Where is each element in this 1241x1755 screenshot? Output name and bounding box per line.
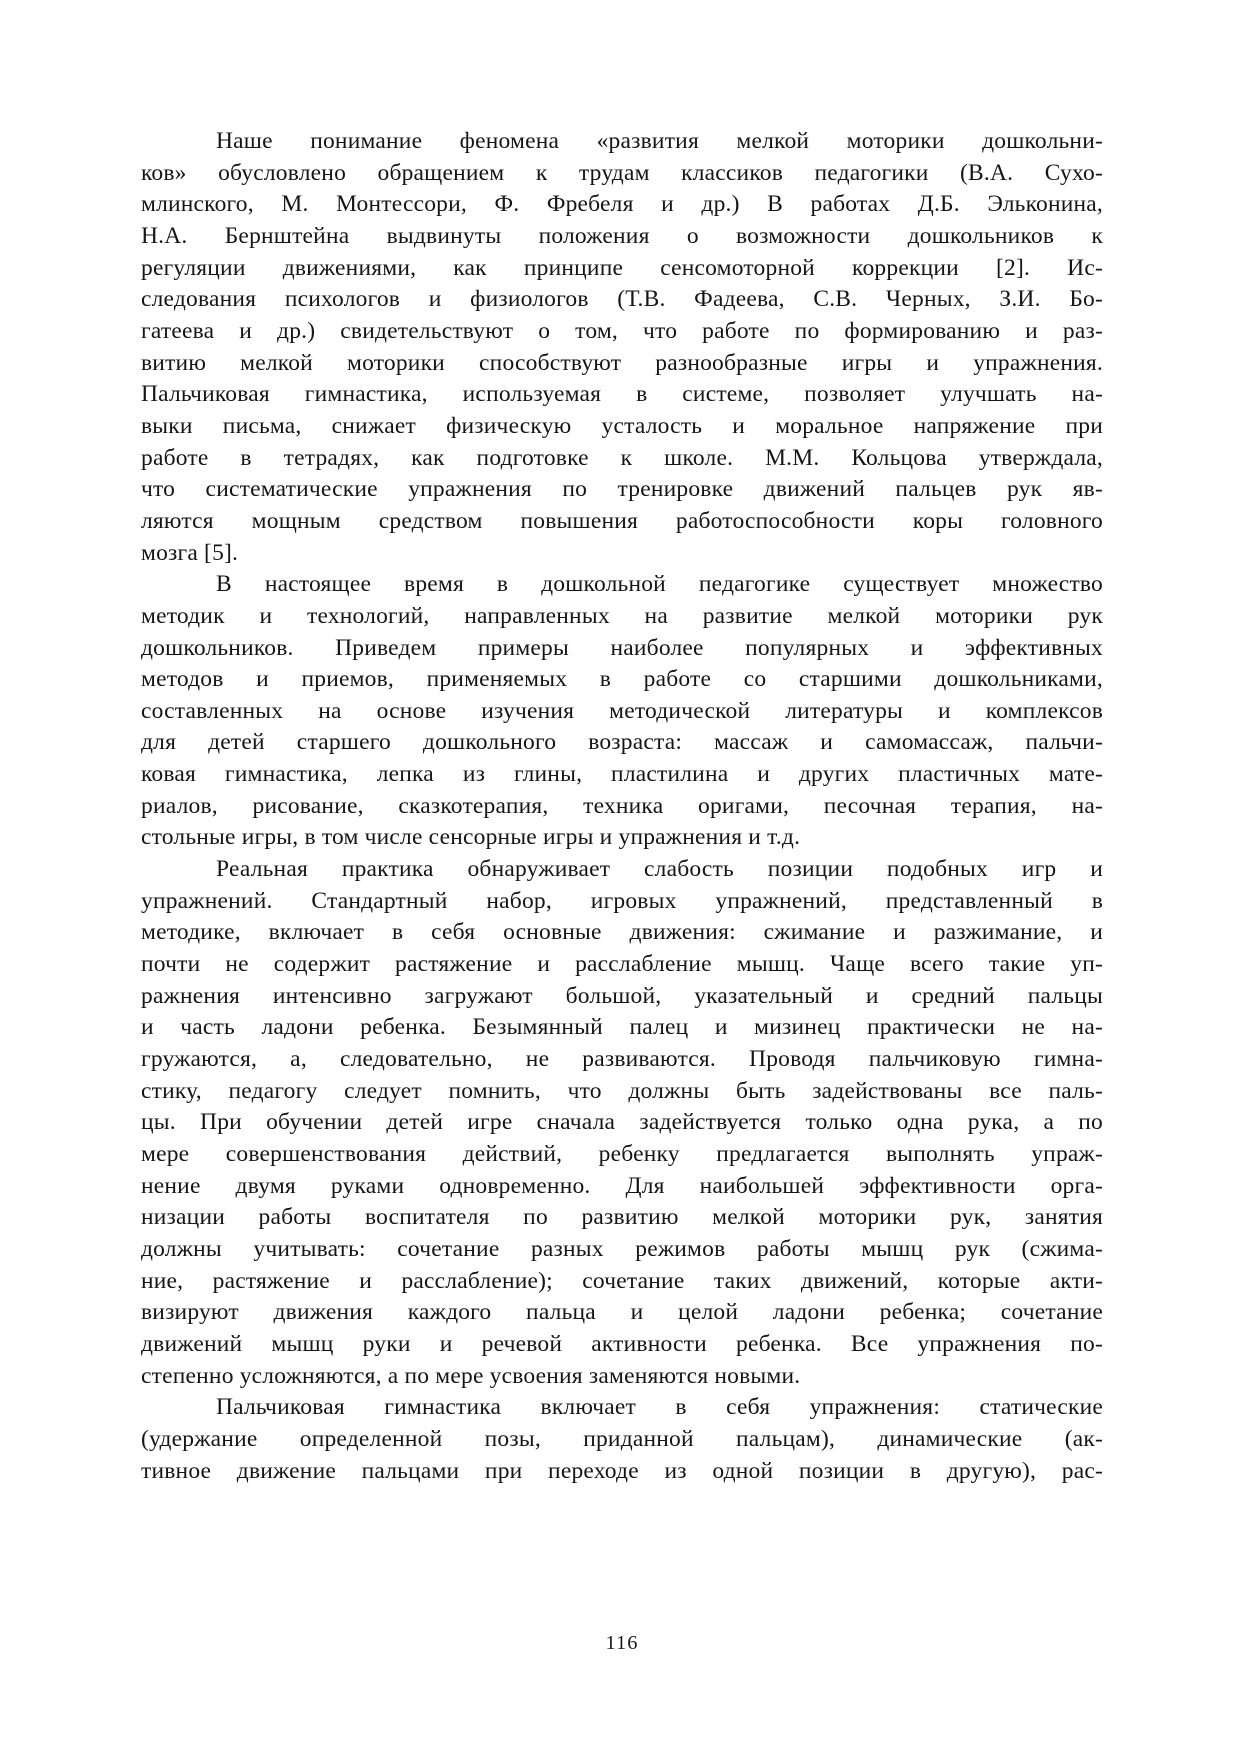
text-line: гружаются, а, следовательно, не развиваются. Проводя пальчиковую гимна- (141, 1046, 1103, 1073)
paragraph (141, 569, 1103, 854)
text-line: нение двумя руками одновременно. Для наибольшей эффективности орга- (141, 1172, 1103, 1199)
text-line: для детей старшего дошкольного возраста: массаж и самомассаж, пальчи- (141, 729, 1103, 756)
text-line: должны учитывать: сочетание разных режимов работы мышц рук (сжима- (141, 1235, 1103, 1262)
text-line: следования психологов и физиологов (Т.В. Фадеева, С.В. Черных, З.И. Бо- (141, 286, 1103, 313)
text-line: ков» обусловлено обращением к трудам классиков педагогики (В.А. Сухо- (141, 159, 1103, 186)
paragraph (141, 854, 1103, 1392)
text-line: упражнений. Стандартный набор, игровых упражнений, представленный в (141, 887, 1103, 914)
text-line: работе в тетрадях, как подготовке к школе. М.М. Кольцова утверждала, (141, 444, 1103, 471)
text-line: витию мелкой моторики способствуют разнообразные игры и упражнения. (141, 349, 1103, 376)
text-line: тивное движение пальцами при переходе из одной позиции в другую), рас- (141, 1457, 1103, 1484)
paragraph (141, 126, 1103, 569)
text-line: Наше понимание феномена «развития мелкой моторики дошкольни- (216, 128, 1103, 154)
text-line: гатеева и др.) свидетельствуют о том, что работе по формированию и раз- (141, 317, 1103, 344)
text-line: что систематические упражнения по тренировке движений пальцев рук яв- (141, 476, 1103, 503)
text-line: ражнения интенсивно загружают большой, указательный и средний пальцы (141, 982, 1103, 1009)
text-line: (удержание определенной позы, приданной пальцам), динамические (ак- (141, 1425, 1103, 1452)
text-line: В настоящее время в дошкольной педагогике существует множество (216, 571, 1103, 598)
paragraph (141, 1392, 1103, 1487)
text-line: цы. При обучении детей игре сначала задействуется только одна рука, а по (141, 1109, 1103, 1136)
text-line: дошкольников. Приведем примеры наиболее популярных и эффективных (141, 634, 1103, 661)
text-line: составленных на основе изучения методической литературы и комплексов (141, 697, 1103, 724)
text-line: млинского, М. Монтессори, Ф. Фребеля и др.) В работах Д.Б. Эльконина, (141, 191, 1103, 218)
text-line: методов и приемов, применяемых в работе со старшими дошкольниками, (141, 666, 1103, 693)
text-line: Реальная практика обнаруживает слабость позиции подобных игр и (216, 856, 1103, 883)
text-line: Н.А. Бернштейна выдвинуты положения о возможности дошкольников к (141, 222, 1103, 249)
text-line: низации работы воспитателя по развитию мелкой моторики рук, занятия (141, 1204, 1103, 1231)
text-line: регуляции движениями, как принципе сенсомоторной коррекции [2]. Ис- (141, 254, 1103, 281)
text-line: визируют движения каждого пальца и целой ладони ребенка; сочетание (141, 1299, 1103, 1326)
text-line: ляются мощным средством повышения работоспособности коры головного (141, 507, 1103, 534)
text-line: степенно усложняются, а по мере усвоения заменяются новыми. (141, 1362, 801, 1389)
text-line: ковая гимнастика, лепка из глины, пластилина и других пластичных мате- (141, 761, 1103, 788)
text-line: выки письма, снижает физическую усталость и моральное напряжение при (141, 412, 1103, 439)
text-line: мозга [5]. (141, 539, 239, 566)
page-number: 116 (605, 1632, 639, 1654)
text-line: ние, растяжение и расслабление); сочетание таких движений, которые акти- (141, 1267, 1103, 1294)
text-line: стику, педагогу следует помнить, что должны быть задействованы все паль- (141, 1077, 1103, 1104)
text-line: мере совершенствования действий, ребенку предлагается выполнять упраж- (141, 1141, 1103, 1167)
text-line: стольные игры, в том числе сенсорные игры и упражнения и т.д. (141, 824, 801, 851)
text-block (141, 126, 1103, 1487)
text-line: методике, включает в себя основные движения: сжимание и разжимание, и (141, 919, 1103, 946)
text-line: почти не содержит растяжение и расслабление мышц. Чаще всего такие уп- (141, 951, 1103, 978)
text-line: и часть ладони ребенка. Безымянный палец и мизинец практически не на- (141, 1014, 1103, 1041)
text-line: риалов, рисование, сказкотерапия, техника оригами, песочная терапия, на- (141, 792, 1103, 819)
text-line: Пальчиковая гимнастика включает в себя упражнения: статические (216, 1394, 1103, 1421)
text-line: методик и технологий, направленных на развитие мелкой моторики рук (141, 602, 1103, 629)
text-line: движений мышц руки и речевой активности ребенка. Все упражнения по- (141, 1330, 1103, 1357)
text-line: Пальчиковая гимнастика, используемая в системе, позволяет улучшать на- (141, 381, 1103, 408)
